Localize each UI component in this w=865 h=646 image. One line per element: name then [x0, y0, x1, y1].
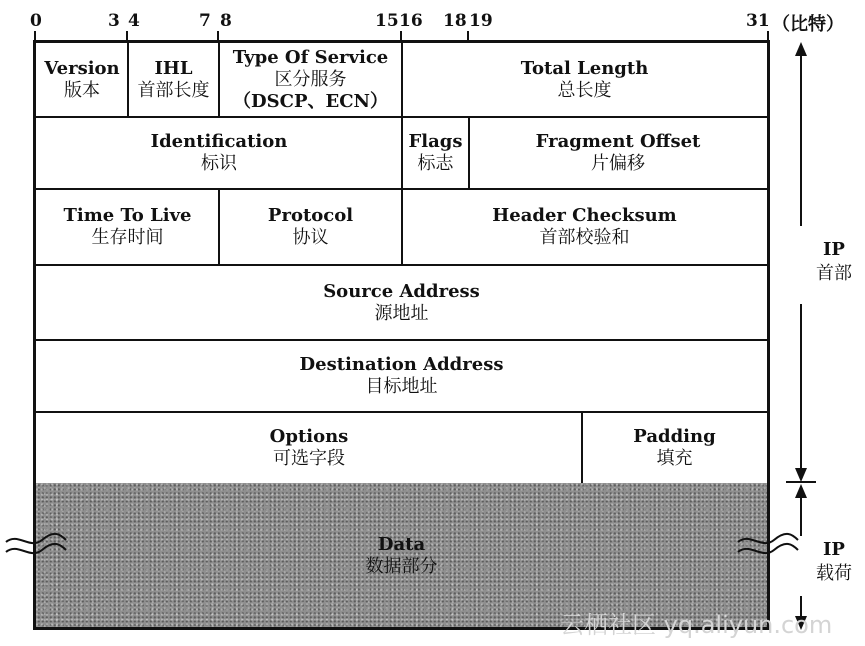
bit-tick — [767, 31, 769, 40]
field-total-length-zh: 总长度 — [557, 79, 612, 101]
field-flags-en: Flags — [408, 131, 463, 152]
bit-label-19: 19 — [469, 11, 493, 31]
field-ihl-zh: 首部长度 — [137, 79, 210, 101]
bit-tick — [467, 31, 469, 40]
field-ihl-en: IHL — [154, 57, 193, 79]
field-fragment-offset-en: Fragment Offset — [535, 131, 701, 152]
field-checksum-en: Header Checksum — [492, 205, 677, 226]
ip-header-label — [804, 238, 864, 286]
watermark: 云栖社区 yq.aliyun.com — [560, 611, 833, 639]
field-ihl — [128, 43, 219, 116]
ip-payload-label — [804, 538, 864, 586]
field-identification — [36, 117, 402, 189]
bit-unit-label: （比特） — [772, 14, 844, 35]
field-version — [36, 43, 128, 116]
field-version-zh: 版本 — [64, 79, 100, 101]
bit-label-15: 15 — [375, 11, 399, 31]
field-data-zh: 数据部分 — [365, 556, 438, 577]
bit-label-8: 8 — [220, 11, 232, 31]
bit-label-3: 3 — [108, 11, 120, 31]
ip-header-label-line1: IP — [823, 239, 845, 260]
field-source-en: Source Address — [323, 280, 480, 302]
field-fragment-offset — [469, 117, 767, 189]
field-padding — [582, 412, 767, 484]
field-padding-en: Padding — [633, 426, 716, 447]
field-version-en: Version — [44, 57, 120, 79]
field-protocol — [219, 189, 402, 265]
ip-payload-label-line1: IP — [823, 539, 845, 560]
field-type-of-service — [219, 43, 402, 116]
bit-tick — [217, 31, 219, 40]
field-flags — [402, 117, 469, 189]
field-total-length-en: Total Length — [520, 57, 649, 79]
field-time-to-live — [36, 189, 219, 265]
bit-tick — [126, 31, 128, 40]
bit-tick — [34, 31, 36, 40]
field-destination-en: Destination Address — [299, 354, 504, 375]
field-source-address — [36, 265, 767, 340]
field-tos-en: Type Of Service — [232, 46, 389, 68]
ip-header-diagram — [33, 40, 770, 630]
field-options — [36, 412, 582, 484]
bit-tick — [400, 31, 402, 40]
field-total-length — [402, 43, 767, 116]
ip-header-label-line2: 首部 — [816, 263, 852, 284]
field-destination-address — [36, 340, 767, 412]
field-identification-en: Identification — [150, 131, 288, 152]
field-protocol-en: Protocol — [267, 205, 354, 226]
bit-label-16: 16 — [399, 11, 423, 31]
field-identification-zh: 标识 — [201, 153, 237, 174]
field-protocol-zh: 协议 — [292, 227, 329, 248]
field-padding-zh: 填充 — [656, 448, 693, 469]
field-flags-zh: 标志 — [417, 153, 454, 174]
field-tos-extra: （DSCP、ECN） — [233, 90, 388, 112]
field-tos-zh: 区分服务 — [274, 68, 347, 90]
field-ttl-zh: 生存时间 — [91, 227, 164, 248]
field-options-zh: 可选字段 — [273, 448, 345, 469]
field-fragment-offset-zh: 片偏移 — [591, 153, 645, 174]
field-options-en: Options — [269, 426, 349, 447]
field-destination-zh: 目标地址 — [365, 376, 438, 397]
bit-label-0: 0 — [30, 11, 42, 31]
field-ttl-en: Time To Live — [63, 205, 192, 226]
bit-label-18: 18 — [443, 11, 467, 31]
ip-payload-label-line2: 载荷 — [816, 563, 852, 584]
field-source-zh: 源地址 — [374, 302, 429, 324]
field-checksum-zh: 首部校验和 — [539, 227, 630, 248]
bit-label-7: 7 — [199, 11, 211, 31]
field-header-checksum — [402, 189, 767, 265]
left-break-mark — [4, 528, 68, 568]
field-data-en: Data — [377, 534, 426, 555]
bit-label-31: 31 — [746, 11, 770, 31]
bit-label-4: 4 — [128, 11, 140, 31]
